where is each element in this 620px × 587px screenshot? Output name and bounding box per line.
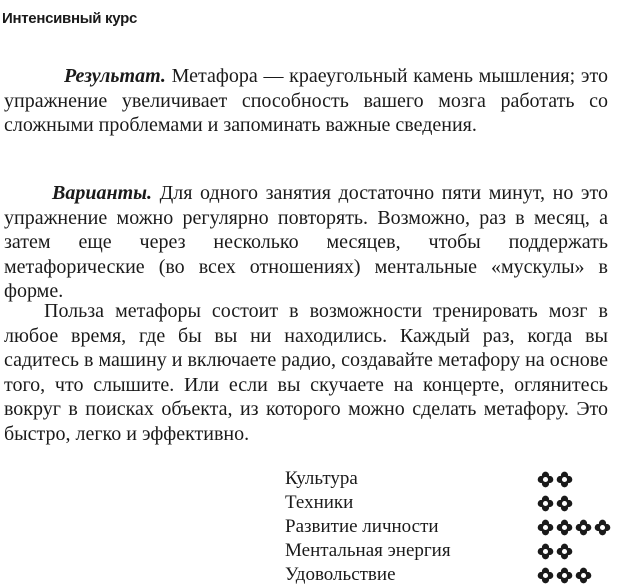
rating-stars (537, 567, 592, 584)
flower-star-icon (537, 519, 554, 536)
paragraph-benefit: Польза метафоры состоит в возможности тренировать мозг в любое время, где бы вы ни находились. Каждый раз, когда вы садитесь в машину и включаете радио, создавайте метафору на основе того, что слышите. Или если вы скучаете на концерте, оглянитесь вокруг в поисках объекта, из которого можно сделать метафору. Это быстро, легко и эффективно. (4, 300, 608, 445)
flower-star-icon (575, 567, 592, 584)
flower-star-icon (556, 567, 573, 584)
ratings-table (285, 467, 615, 587)
variants-lead: Варианты. (52, 182, 152, 204)
flower-star-icon (556, 495, 573, 512)
flower-star-icon (537, 543, 554, 560)
flower-star-icon (575, 519, 592, 536)
flower-star-icon (556, 519, 573, 536)
running-head: Интенсивный курс (2, 10, 137, 27)
flower-star-icon (537, 471, 554, 488)
rating-stars (537, 471, 573, 488)
rating-label: Развитие личности (285, 516, 439, 537)
rating-label: Культура (285, 468, 358, 489)
rating-stars (537, 495, 573, 512)
flower-star-icon (537, 567, 554, 584)
rating-row (285, 539, 615, 563)
rating-row (285, 563, 615, 587)
flower-star-icon (537, 495, 554, 512)
flower-star-icon (556, 543, 573, 560)
paragraph-variants (4, 181, 608, 304)
flower-star-icon (594, 519, 611, 536)
result-text: Метафора — краеугольный камень мышления; это упражнение увеличивает способность вашего мозга работать со сложными проблемами и запоминать важные сведения. (4, 65, 608, 136)
rating-row (285, 515, 615, 539)
result-lead: Результат. (64, 65, 166, 87)
rating-row (285, 467, 615, 491)
rating-label: Удовольствие (285, 564, 396, 585)
flower-star-icon (556, 471, 573, 488)
variants-text: Для одного занятия достаточно пяти минут, но это упражнение можно регулярно повторять. Возможно, раз в месяц, а затем еще через несколько месяцев, чтобы поддержать метафорические (во всех отношениях) ментальные «мускулы» в форме. (4, 182, 608, 302)
rating-label: Ментальная энергия (285, 540, 451, 561)
paragraph-result (4, 64, 608, 138)
rating-stars (537, 543, 573, 560)
rating-stars (537, 519, 611, 536)
rating-row (285, 491, 615, 515)
rating-label: Техники (285, 492, 354, 513)
